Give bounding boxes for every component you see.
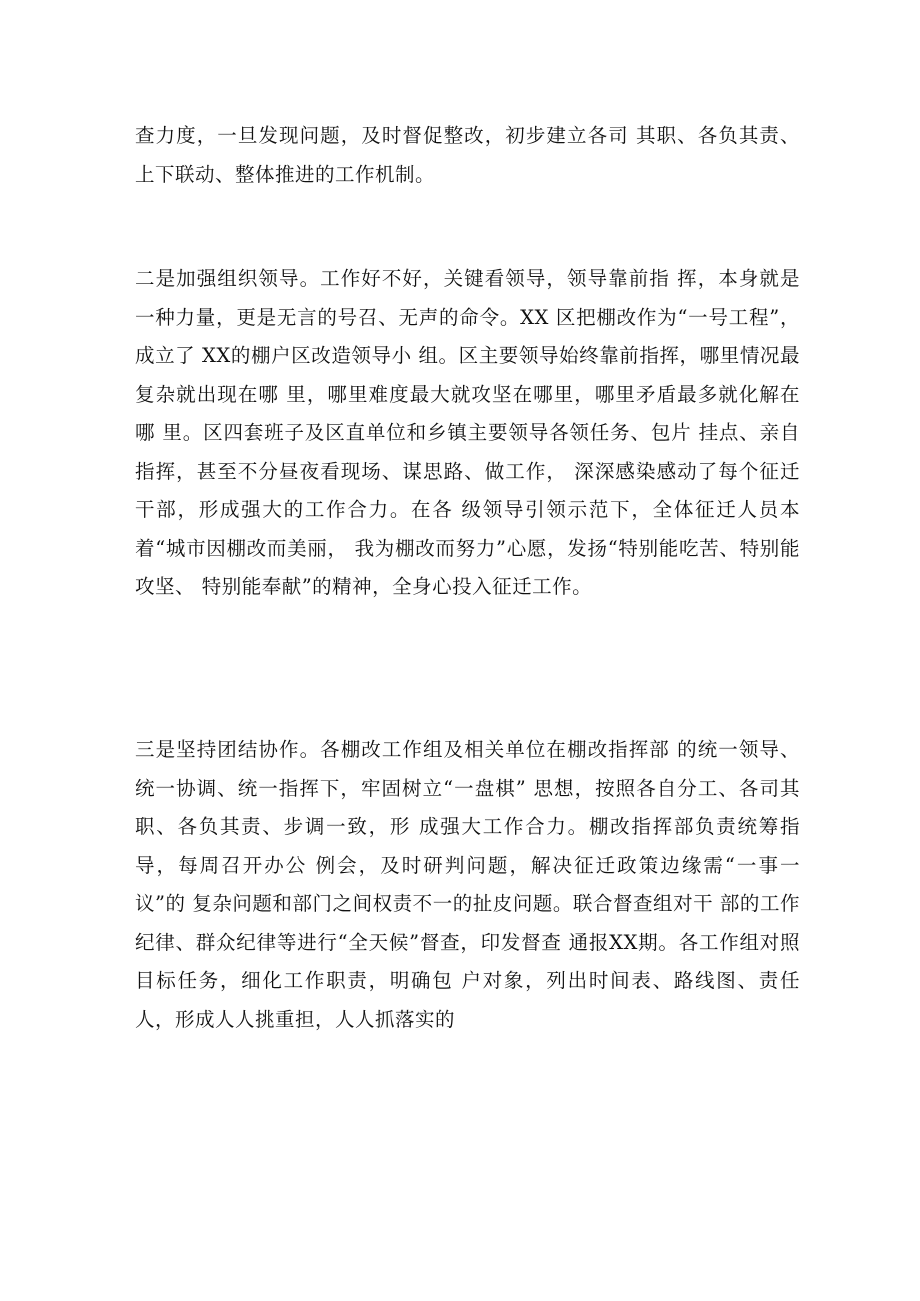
paragraph-leadership: 二是加强组织领导。工作好不好，关键看领导，领导靠前指 挥，本身就是一种力量，更是无言的号召、无声的命令。XX 区把棚改作为“一号工程”，成立了 XX的棚户区改造领导小 组。区主要领导始终靠前指挥，哪里情况最复杂就出现在哪 里，哪里难度最大就攻坚在哪里，哪里矛盾最多就化解在哪 里。区四套班子及区直单位和乡镇主要领导各领任务、包片 挂点、亲自指挥，甚至不分昼夜看现场、谋思路、做工作， 深深感染感动了每个征迁干部，形成强大的工作合力。在各 级领导引领示范下，全体征迁人员本着“城市因棚改而美丽， 我为棚改而努力”心愿，发扬“特别能吃苦、特别能攻坚、 特别能奉献”的精神，全身心投入征迁工作。 [135,267,800,598]
paragraph-mechanism: 查力度，一旦发现问题，及时督促整改，初步建立各司 其职、各负其责、上下联动、整体推进的工作机制。 [135,124,800,186]
paragraph-collaboration: 三是坚持团结协作。各棚改工作组及相关单位在棚改指挥部 的统一领导、统一协调、统一指挥下，牢固树立“一盘棋” 思想，按照各自分工、各司其职、各负其责、步调一致，形 成强大工作合力。棚改指挥部负责统筹指导，每周召开办公 例会，及时研判问题，解决征迁政策边缘需“一事一议”的 复杂问题和部门之间权责不一的扯皮问题。联合督查组对干 部的工作纪律、群众纪律等进行“全天候”督查，印发督查 通报XX期。各工作组对照目标任务，细化工作职责，明确包 户对象，列出时间表、路线图、责任人，形成人人挑重担，人人抓落实的 [135,738,800,1031]
